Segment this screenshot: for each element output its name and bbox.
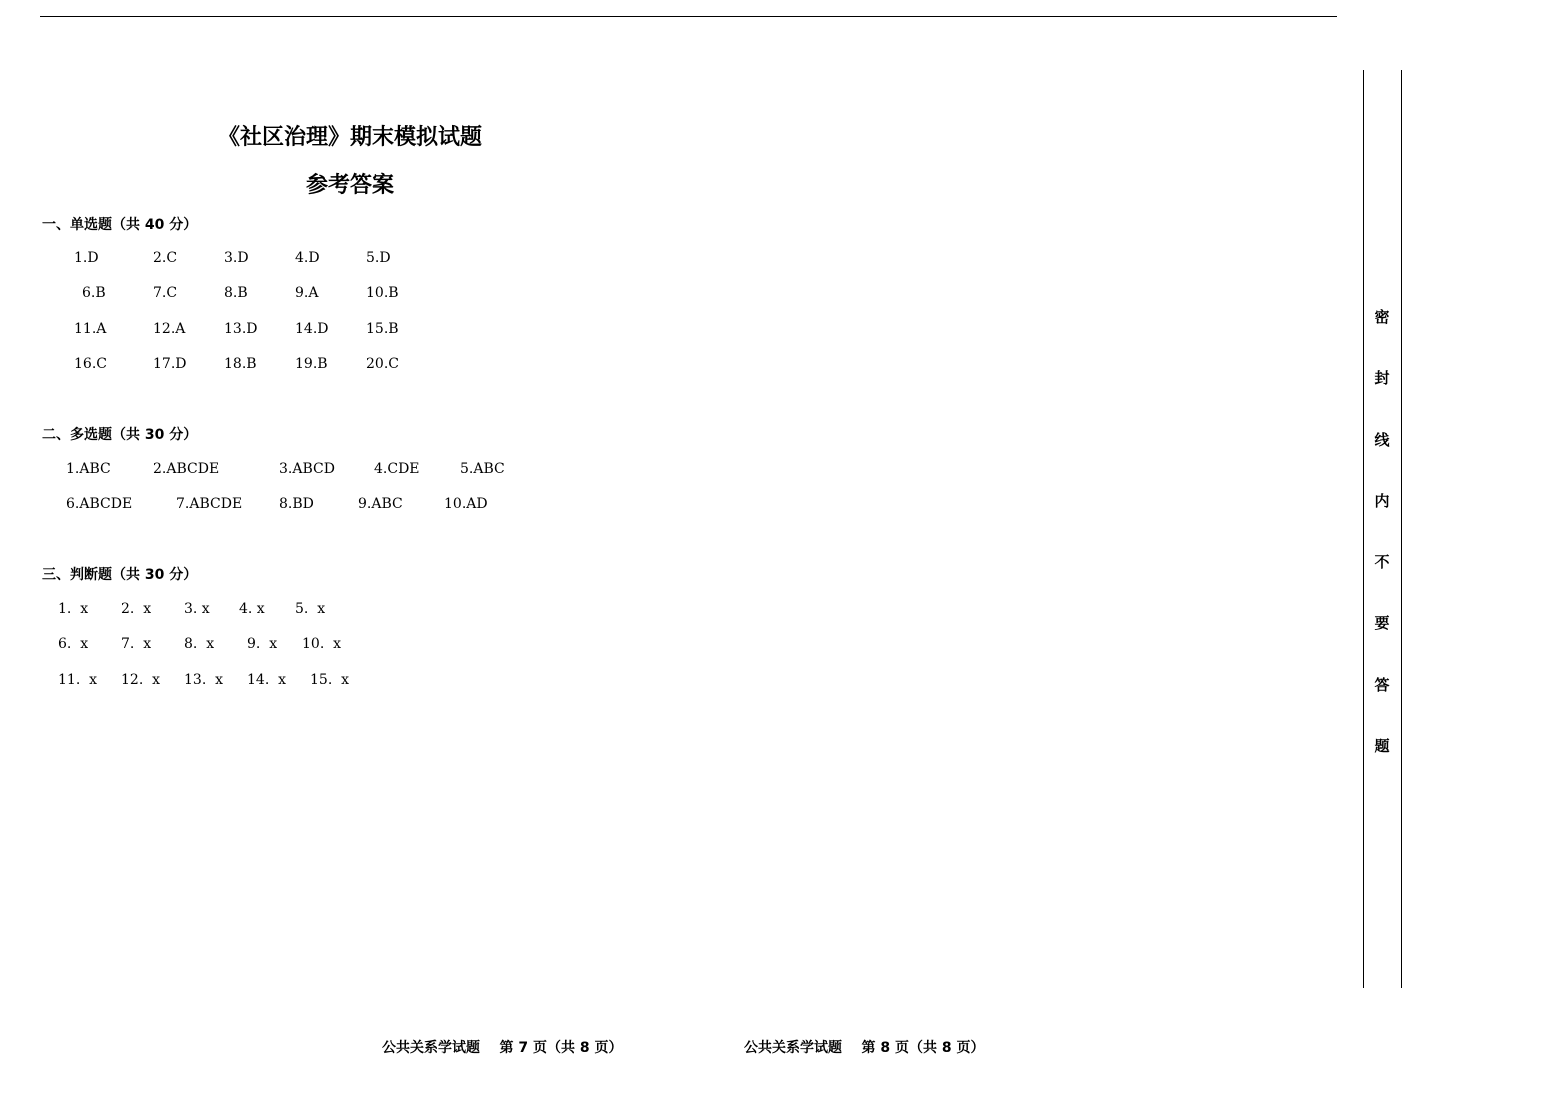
answer-item: 11. x xyxy=(58,672,98,688)
section-heading-multiple-choice: 二、多选题（共 30 分） xyxy=(42,427,198,443)
answer-item: 8. x xyxy=(184,636,215,652)
seal-line-char: 线 xyxy=(1374,431,1390,449)
answer-item: 5.D xyxy=(366,250,391,266)
answer-item: 8.BD xyxy=(279,496,314,512)
answer-item: 4. x xyxy=(239,601,265,617)
answer-item: 8.B xyxy=(224,285,248,301)
document-title: 《社区治理》期末模拟试题 xyxy=(217,125,482,150)
section-heading-true-false: 三、判断题（共 30 分） xyxy=(42,567,198,583)
answer-item: 17.D xyxy=(153,356,187,372)
answer-item: 13.D xyxy=(224,321,258,337)
answer-item: 15.B xyxy=(366,321,399,337)
answer-item: 1.ABC xyxy=(66,461,111,477)
answer-item: 2. x xyxy=(121,601,152,617)
answer-item: 9. x xyxy=(247,636,278,652)
seal-line-char: 要 xyxy=(1374,614,1390,632)
seal-line-char: 答 xyxy=(1374,676,1390,694)
answer-item: 6.B xyxy=(82,285,106,301)
answer-item: 7.C xyxy=(153,285,178,301)
answer-item: 18.B xyxy=(224,356,257,372)
section-heading-single-choice: 一、单选题（共 40 分） xyxy=(42,217,198,233)
answer-item: 5. x xyxy=(295,601,326,617)
answer-item: 13. x xyxy=(184,672,224,688)
answer-item: 16.C xyxy=(74,356,107,372)
answer-item: 7.ABCDE xyxy=(176,496,243,512)
seal-line-char: 不 xyxy=(1374,553,1390,571)
answer-item: 6.ABCDE xyxy=(66,496,133,512)
answer-item: 4.CDE xyxy=(374,461,420,477)
footer-page-right: 公共关系学试题 第 8 页（共 8 页） xyxy=(744,1040,985,1056)
seal-line-char: 封 xyxy=(1374,369,1390,387)
answer-item: 11.A xyxy=(74,321,107,337)
document-subtitle: 参考答案 xyxy=(305,173,394,198)
answer-item: 10.AD xyxy=(444,496,488,512)
seal-line-char: 内 xyxy=(1374,492,1390,510)
answer-item: 14. x xyxy=(247,672,287,688)
answer-item: 6. x xyxy=(58,636,89,652)
answer-item: 9.ABC xyxy=(358,496,403,512)
top-rule xyxy=(40,16,1337,17)
answer-item: 12. x xyxy=(121,672,161,688)
answer-item: 2.ABCDE xyxy=(153,461,220,477)
answer-item: 3.ABCD xyxy=(279,461,335,477)
answer-item: 1. x xyxy=(58,601,89,617)
answer-item: 12.A xyxy=(153,321,186,337)
seal-line-char: 题 xyxy=(1374,737,1390,755)
answer-item: 14.D xyxy=(295,321,329,337)
answer-item: 2.C xyxy=(153,250,178,266)
answer-item: 5.ABC xyxy=(460,461,505,477)
answer-item: 9.A xyxy=(295,285,319,301)
answer-item: 15. x xyxy=(310,672,350,688)
answer-item: 7. x xyxy=(121,636,152,652)
answer-item: 4.D xyxy=(295,250,320,266)
answer-item: 10. x xyxy=(302,636,342,652)
footer-page-left: 公共关系学试题 第 7 页（共 8 页） xyxy=(382,1040,623,1056)
answer-item: 19.B xyxy=(295,356,328,372)
answer-item: 3.D xyxy=(224,250,249,266)
answer-item: 3. x xyxy=(184,601,210,617)
answer-item: 1.D xyxy=(74,250,99,266)
seal-line-right xyxy=(1401,70,1402,988)
seal-line-char: 密 xyxy=(1374,308,1390,326)
answer-item: 20.C xyxy=(366,356,399,372)
answer-item: 10.B xyxy=(366,285,399,301)
seal-line-left xyxy=(1363,70,1364,988)
